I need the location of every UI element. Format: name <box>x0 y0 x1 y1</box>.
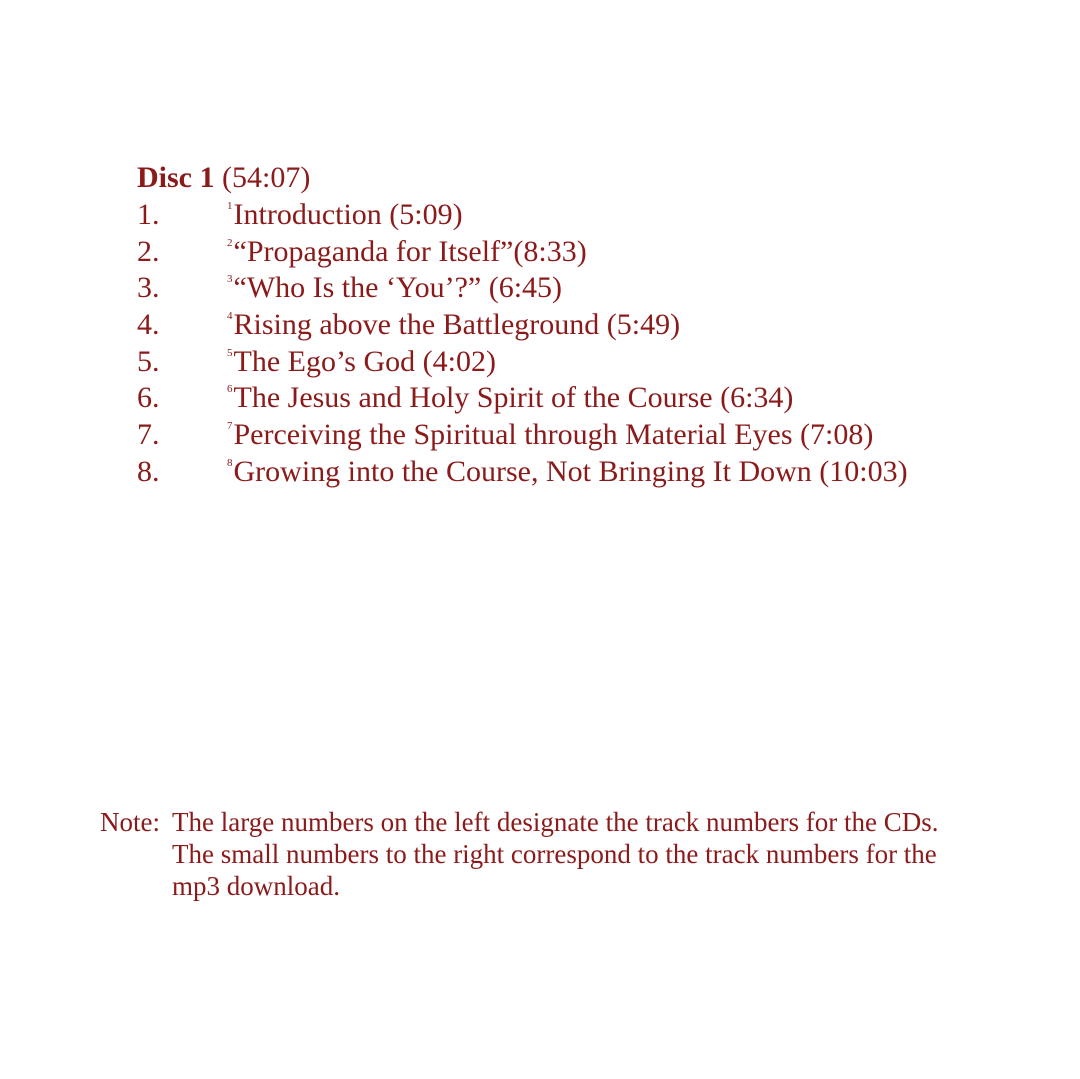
cd-track-number: 5. <box>137 344 160 378</box>
mp3-track-number: 7 <box>227 420 233 433</box>
note-line: mp3 download. <box>172 871 340 901</box>
track-text <box>227 234 587 270</box>
track-text <box>227 197 463 233</box>
track-title: Rising above the Battleground (5:49) <box>233 308 681 342</box>
disc-header <box>137 160 310 196</box>
track-text <box>227 380 793 416</box>
cd-track-number: 6. <box>137 381 160 415</box>
cd-track-number: 3. <box>137 271 160 305</box>
cd-track-number: 4. <box>137 308 160 342</box>
note-body <box>172 806 992 902</box>
note-line: The large numbers on the left designate the track numbers for the CDs. <box>172 807 939 837</box>
cd-track-number: 2. <box>137 234 160 268</box>
mp3-track-number: 2 <box>227 236 233 249</box>
mp3-track-number: 3 <box>227 273 233 286</box>
track-text <box>227 454 908 490</box>
track-title: “Propaganda for Itself”(8:33) <box>233 234 587 268</box>
track-text <box>227 344 496 380</box>
cd-track-number: 1. <box>137 198 160 231</box>
disc-duration: (54:07) <box>222 161 311 194</box>
cd-track-number: 8. <box>137 454 160 488</box>
track-title: The Jesus and Holy Spirit of the Course (6:34) <box>233 381 794 415</box>
track-title: Perceiving the Spiritual through Material Eyes (7:08) <box>233 418 874 452</box>
track-title: Growing into the Course, Not Bringing It Down (10:03) <box>233 454 908 488</box>
track-text <box>227 270 562 306</box>
track-title: “Who Is the ‘You’?” (6:45) <box>233 271 563 305</box>
track-text <box>227 417 873 453</box>
mp3-track-number: 1 <box>227 200 233 212</box>
cd-track-number: 7. <box>137 418 160 452</box>
note-label: Note: <box>100 807 160 837</box>
disc-title: Disc 1 <box>137 161 215 194</box>
mp3-track-number: 8 <box>227 456 233 469</box>
mp3-track-number: 6 <box>227 383 233 396</box>
track-title: Introduction (5:09) <box>233 198 463 231</box>
track-title: The Ego’s God (4:02) <box>233 344 496 378</box>
mp3-track-number: 5 <box>227 346 233 359</box>
note-line: The small numbers to the right correspond to the track numbers for the <box>172 839 937 869</box>
track-text <box>227 307 680 343</box>
mp3-track-number: 4 <box>227 310 233 323</box>
